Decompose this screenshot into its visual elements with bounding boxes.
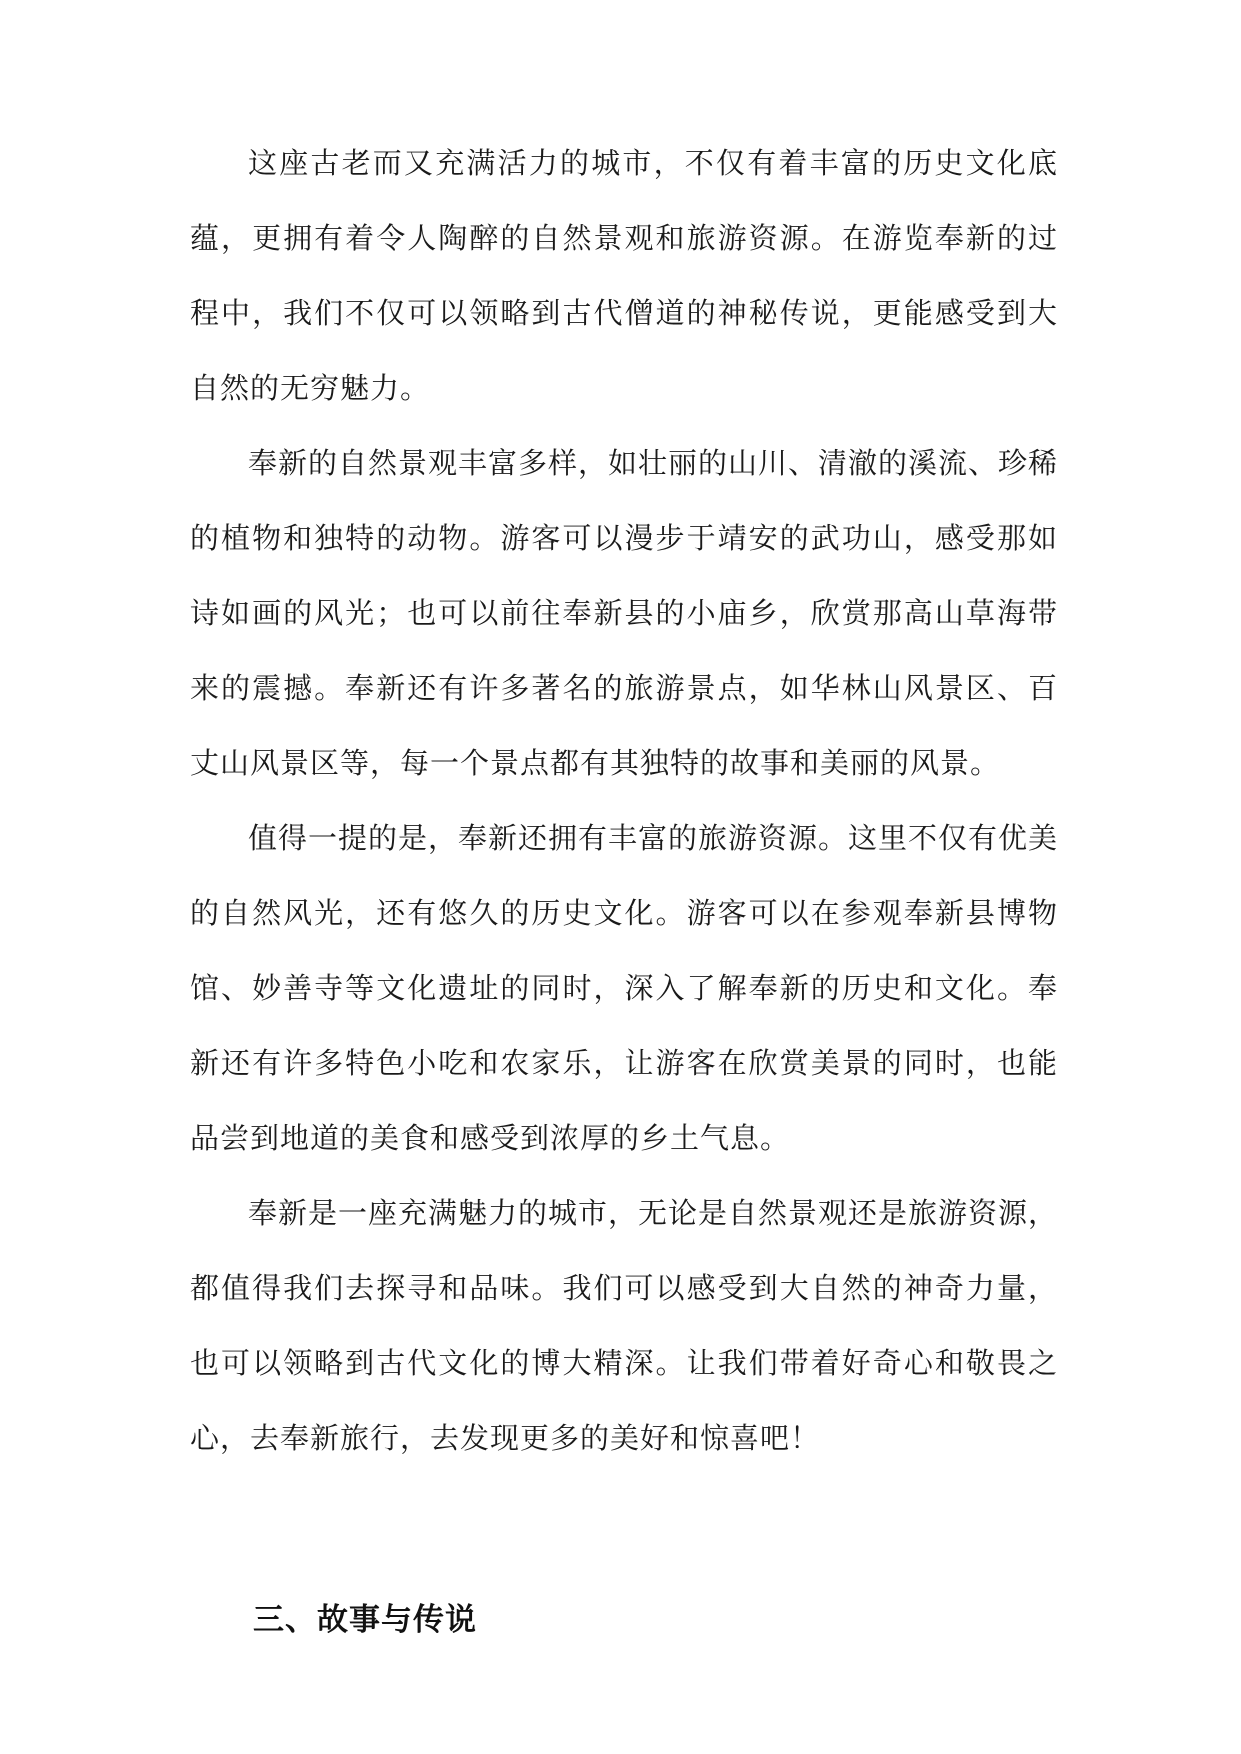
document-body (190, 126, 1058, 1476)
paragraph-conclusion: 奉新是一座充满魅力的城市，无论是自然景观还是旅游资源，都值得我们去探寻和品味。我们可以感受到大自然的神奇力量，也可以领略到古代文化的博大精深。让我们带着好奇心和敬畏之心，去奉新旅行，去发现更多的美好和惊喜吧！ (190, 1196, 1059, 1455)
paragraph-tourism-resources: 值得一提的是，奉新还拥有丰富的旅游资源。这里不仅有优美的自然风光，还有悠久的历史文化。游客可以在参观奉新县博物馆、妙善寺等文化遗址的同时，深入了解奉新的历史和文化。奉新还有许多特色小吃和农家乐，让游客在欣赏美景的同时，也能品尝到地道的美食和感受到浓厚的乡土气息。 (190, 821, 1059, 1155)
section-heading: 三、故事与传说 (253, 1602, 477, 1638)
paragraph-city-intro: 这座古老而又充满活力的城市，不仅有着丰富的历史文化底蕴，更拥有着令人陶醉的自然景观和旅游资源。在游览奉新的过程中，我们不仅可以领略到古代僧道的神秘传说，更能感受到大自然的无穷魅力。 (190, 146, 1058, 405)
paragraph-natural-scenery: 奉新的自然景观丰富多样，如壮丽的山川、清澈的溪流、珍稀的植物和独特的动物。游客可以漫步于靖安的武功山，感受那如诗如画的风光；也可以前往奉新县的小庙乡，欣赏那高山草海带来的震撼。奉新还有许多著名的旅游景点，如华林山风景区、百丈山风景区等，每一个景点都有其独特的故事和美丽的风景。 (190, 446, 1059, 780)
